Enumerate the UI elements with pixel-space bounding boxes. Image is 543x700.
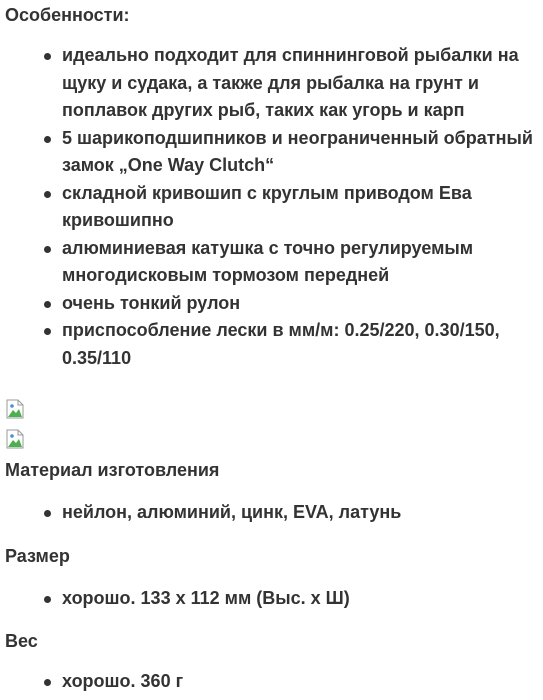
broken-image-icon bbox=[6, 429, 24, 449]
weight-list bbox=[0, 668, 543, 696]
material-heading: Материал изготовления bbox=[5, 460, 220, 480]
list-item: алюминиевая катушка с точно регулируемым многодисковым тормозом передней bbox=[0, 235, 543, 290]
size-list bbox=[0, 585, 543, 613]
weight-heading: Вес bbox=[5, 631, 38, 651]
list-item: приспособление лески в мм/м: 0.25/220, 0.30/150, 0.35/110 bbox=[0, 317, 543, 372]
list-item: идеально подходит для спиннинговой рыбалки на щуку и судака, а также для рыбалка на грунт и поплавок других рыб, таких как угорь и карп bbox=[0, 42, 543, 125]
list-item: нейлон, алюминий, цинк, EVA, латунь bbox=[0, 499, 543, 527]
list-item: складной кривошип с круглым приводом Ева кривошипно bbox=[0, 180, 543, 235]
broken-image-icon bbox=[6, 399, 24, 419]
features-list bbox=[0, 42, 543, 372]
material-list bbox=[0, 499, 543, 527]
list-item: хорошо. 360 г bbox=[0, 668, 543, 696]
list-item: очень тонкий рулон bbox=[0, 290, 543, 318]
list-item: 5 шарикоподшипников и неограниченный обратный замок „One Way Clutch“ bbox=[0, 125, 543, 180]
features-heading: Особенности: bbox=[5, 5, 130, 25]
size-heading: Размер bbox=[5, 546, 70, 566]
list-item: хорошо. 133 x 112 мм (Выс. x Ш) bbox=[0, 585, 543, 613]
